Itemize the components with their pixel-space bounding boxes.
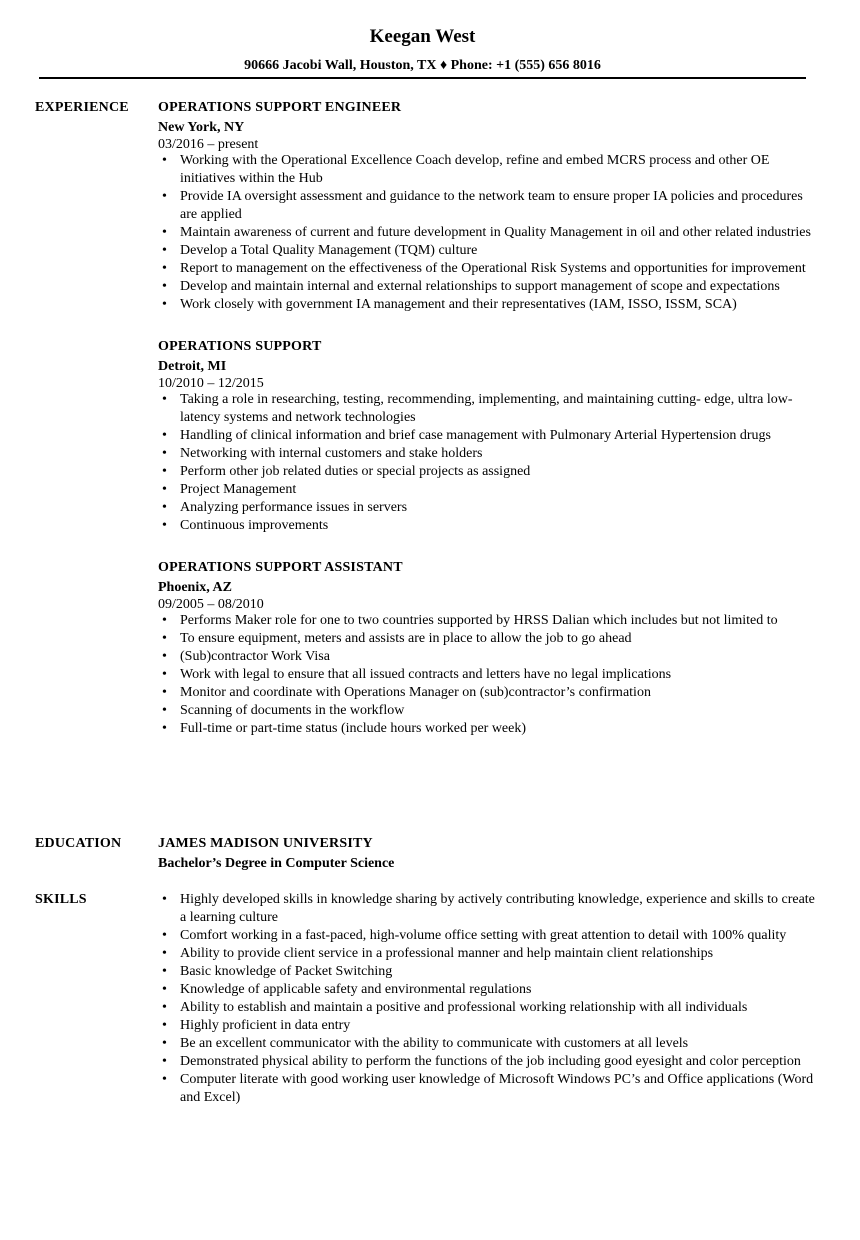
job-location: Phoenix, AZ <box>158 580 232 595</box>
bullet-text: (Sub)contractor Work Visa <box>180 649 330 664</box>
bullet-text: Maintain awareness of current and future development in Quality Management in oil and other related industries <box>180 225 811 240</box>
bullet-text: Performs Maker role for one to two countries supported by HRSS Dalian which includes but not limited to <box>180 613 778 628</box>
job-location: Detroit, MI <box>158 359 227 374</box>
contact-line: 90666 Jacobi Wall, Houston, TX ♦ Phone: +1 (555) 656 8016 <box>244 58 601 73</box>
bullet-text: Taking a role in researching, testing, recommending, implementing, and maintaining cutting- edge, ultra low-latency systems and network technologies <box>180 392 793 425</box>
job-bullets <box>158 152 818 314</box>
bullet-dot: • <box>162 946 167 961</box>
bullet-dot: • <box>162 1054 167 1069</box>
education-heading: EDUCATION <box>35 836 122 851</box>
bullet-text: Project Management <box>180 482 297 497</box>
bullet-dot: • <box>162 892 167 907</box>
bullet-text: Provide IA oversight assessment and guidance to the network team to ensure proper IA policies and procedures are applied <box>180 189 803 222</box>
bullet-dot: • <box>162 464 167 479</box>
candidate-name: Keegan West <box>369 26 476 47</box>
bullet-item <box>158 427 818 445</box>
bullet-dot: • <box>162 631 167 646</box>
skills-list-wrapper <box>158 891 818 1107</box>
bullet-text: Monitor and coordinate with Operations Manager on (sub)contractor’s confirmation <box>180 685 651 700</box>
bullet-text: Highly developed skills in knowledge sharing by actively contributing knowledge, experience and skills to create a learning culture <box>180 892 815 925</box>
bullet-item <box>158 648 818 666</box>
bullet-dot: • <box>162 613 167 628</box>
bullet-text: Scanning of documents in the workflow <box>180 703 405 718</box>
bullet-dot: • <box>162 685 167 700</box>
bullet-item <box>158 1053 818 1071</box>
job-entry <box>158 338 818 535</box>
bullet-text: Full-time or part-time status (include hours worked per week) <box>180 721 527 736</box>
job-location: New York, NY <box>158 120 245 135</box>
bullet-dot: • <box>162 982 167 997</box>
bullet-dot: • <box>162 243 167 258</box>
experience-list <box>158 99 818 762</box>
bullet-item <box>158 224 818 242</box>
bullet-text: Be an excellent communicator with the ability to communicate with customers at all levels <box>180 1036 689 1051</box>
bullet-item <box>158 445 818 463</box>
bullet-text: Handling of clinical information and brief case management with Pulmonary Arterial Hypertension drugs <box>180 428 771 443</box>
bullet-item <box>158 481 818 499</box>
bullet-dot: • <box>162 964 167 979</box>
bullet-item <box>158 612 818 630</box>
bullet-item <box>158 1017 818 1035</box>
bullet-dot: • <box>162 667 167 682</box>
bullet-text: Report to management on the effectiveness of the Operational Risk Systems and opportunities for improvement <box>180 261 806 276</box>
bullet-dot: • <box>162 1072 167 1087</box>
bullet-item <box>158 630 818 648</box>
job-bullets <box>158 612 818 738</box>
bullet-text: Work with legal to ensure that all issued contracts and letters have no legal implications <box>180 667 672 682</box>
bullet-text: Knowledge of applicable safety and environmental regulations <box>180 982 532 997</box>
bullet-item <box>158 702 818 720</box>
bullet-dot: • <box>162 1000 167 1015</box>
bullet-text: Basic knowledge of Packet Switching <box>180 964 393 979</box>
bullet-text: Develop a Total Quality Management (TQM) culture <box>180 243 478 258</box>
job-title: OPERATIONS SUPPORT ENGINEER <box>158 100 402 115</box>
resume-header <box>0 25 845 75</box>
bullet-dot: • <box>162 446 167 461</box>
bullet-text: Work closely with government IA management and their representatives (IAM, ISSO, ISSM, SCA) <box>180 297 737 312</box>
bullet-text: Working with the Operational Excellence Coach develop, refine and embed MCRS process and other OE initiatives within the Hub <box>180 153 770 186</box>
bullet-item <box>158 152 818 188</box>
job-dates: 03/2016 – present <box>158 137 259 152</box>
experience-heading: EXPERIENCE <box>35 100 129 115</box>
bullet-dot: • <box>162 225 167 240</box>
bullet-dot: • <box>162 428 167 443</box>
bullet-text: To ensure equipment, meters and assists are in place to allow the job to go ahead <box>180 631 632 646</box>
bullet-item <box>158 927 818 945</box>
bullet-item <box>158 463 818 481</box>
bullet-item <box>158 981 818 999</box>
bullet-item <box>158 391 818 427</box>
job-title: OPERATIONS SUPPORT <box>158 339 322 354</box>
bullet-dot: • <box>162 1018 167 1033</box>
skills-heading: SKILLS <box>35 892 87 907</box>
bullet-dot: • <box>162 649 167 664</box>
header-divider <box>39 77 806 79</box>
bullet-text: Highly proficient in data entry <box>180 1018 351 1033</box>
bullet-item <box>158 517 818 535</box>
bullet-dot: • <box>162 279 167 294</box>
bullet-item <box>158 945 818 963</box>
bullet-item <box>158 278 818 296</box>
bullet-text: Continuous improvements <box>180 518 329 533</box>
bullet-item <box>158 666 818 684</box>
bullet-item <box>158 1035 818 1053</box>
bullet-item <box>158 1071 818 1107</box>
bullet-dot: • <box>162 261 167 276</box>
bullet-dot: • <box>162 518 167 533</box>
bullet-dot: • <box>162 297 167 312</box>
bullet-dot: • <box>162 721 167 736</box>
job-dates: 09/2005 – 08/2010 <box>158 597 264 612</box>
bullet-item <box>158 499 818 517</box>
bullet-dot: • <box>162 482 167 497</box>
job-bullets <box>158 391 818 535</box>
bullet-item <box>158 963 818 981</box>
bullet-item <box>158 296 818 314</box>
school-name: JAMES MADISON UNIVERSITY <box>158 836 373 851</box>
bullet-dot: • <box>162 928 167 943</box>
bullet-text: Ability to establish and maintain a positive and professional working relationship with all individuals <box>180 1000 748 1015</box>
bullet-text: Computer literate with good working user knowledge of Microsoft Windows PC’s and Office applications (Word and Excel) <box>180 1072 814 1105</box>
bullet-dot: • <box>162 392 167 407</box>
education-entry <box>158 835 818 873</box>
job-dates: 10/2010 – 12/2015 <box>158 376 264 391</box>
bullet-dot: • <box>162 153 167 168</box>
degree-name: Bachelor’s Degree in Computer Science <box>158 856 395 871</box>
bullet-item <box>158 684 818 702</box>
bullet-item <box>158 999 818 1017</box>
bullet-dot: • <box>162 1036 167 1051</box>
bullet-text: Demonstrated physical ability to perform the functions of the job including good eyesight and color perception <box>180 1054 801 1069</box>
bullet-text: Networking with internal customers and stake holders <box>180 446 483 461</box>
bullet-text: Ability to provide client service in a professional manner and help maintain client relationships <box>180 946 714 961</box>
bullet-text: Perform other job related duties or special projects as assigned <box>180 464 531 479</box>
bullet-dot: • <box>162 189 167 204</box>
job-title: OPERATIONS SUPPORT ASSISTANT <box>158 560 403 575</box>
bullet-dot: • <box>162 703 167 718</box>
bullet-text: Analyzing performance issues in servers <box>180 500 408 515</box>
bullet-item <box>158 891 818 927</box>
bullet-text: Comfort working in a fast-paced, high-volume office setting with great attention to detail with 100% quality <box>180 928 787 943</box>
bullet-item <box>158 260 818 278</box>
skills-list <box>158 891 818 1107</box>
bullet-item <box>158 188 818 224</box>
job-entry <box>158 559 818 738</box>
bullet-item <box>158 242 818 260</box>
bullet-item <box>158 720 818 738</box>
bullet-text: Develop and maintain internal and external relationships to support management of scope and expectations <box>180 279 780 294</box>
bullet-dot: • <box>162 500 167 515</box>
job-entry <box>158 99 818 314</box>
